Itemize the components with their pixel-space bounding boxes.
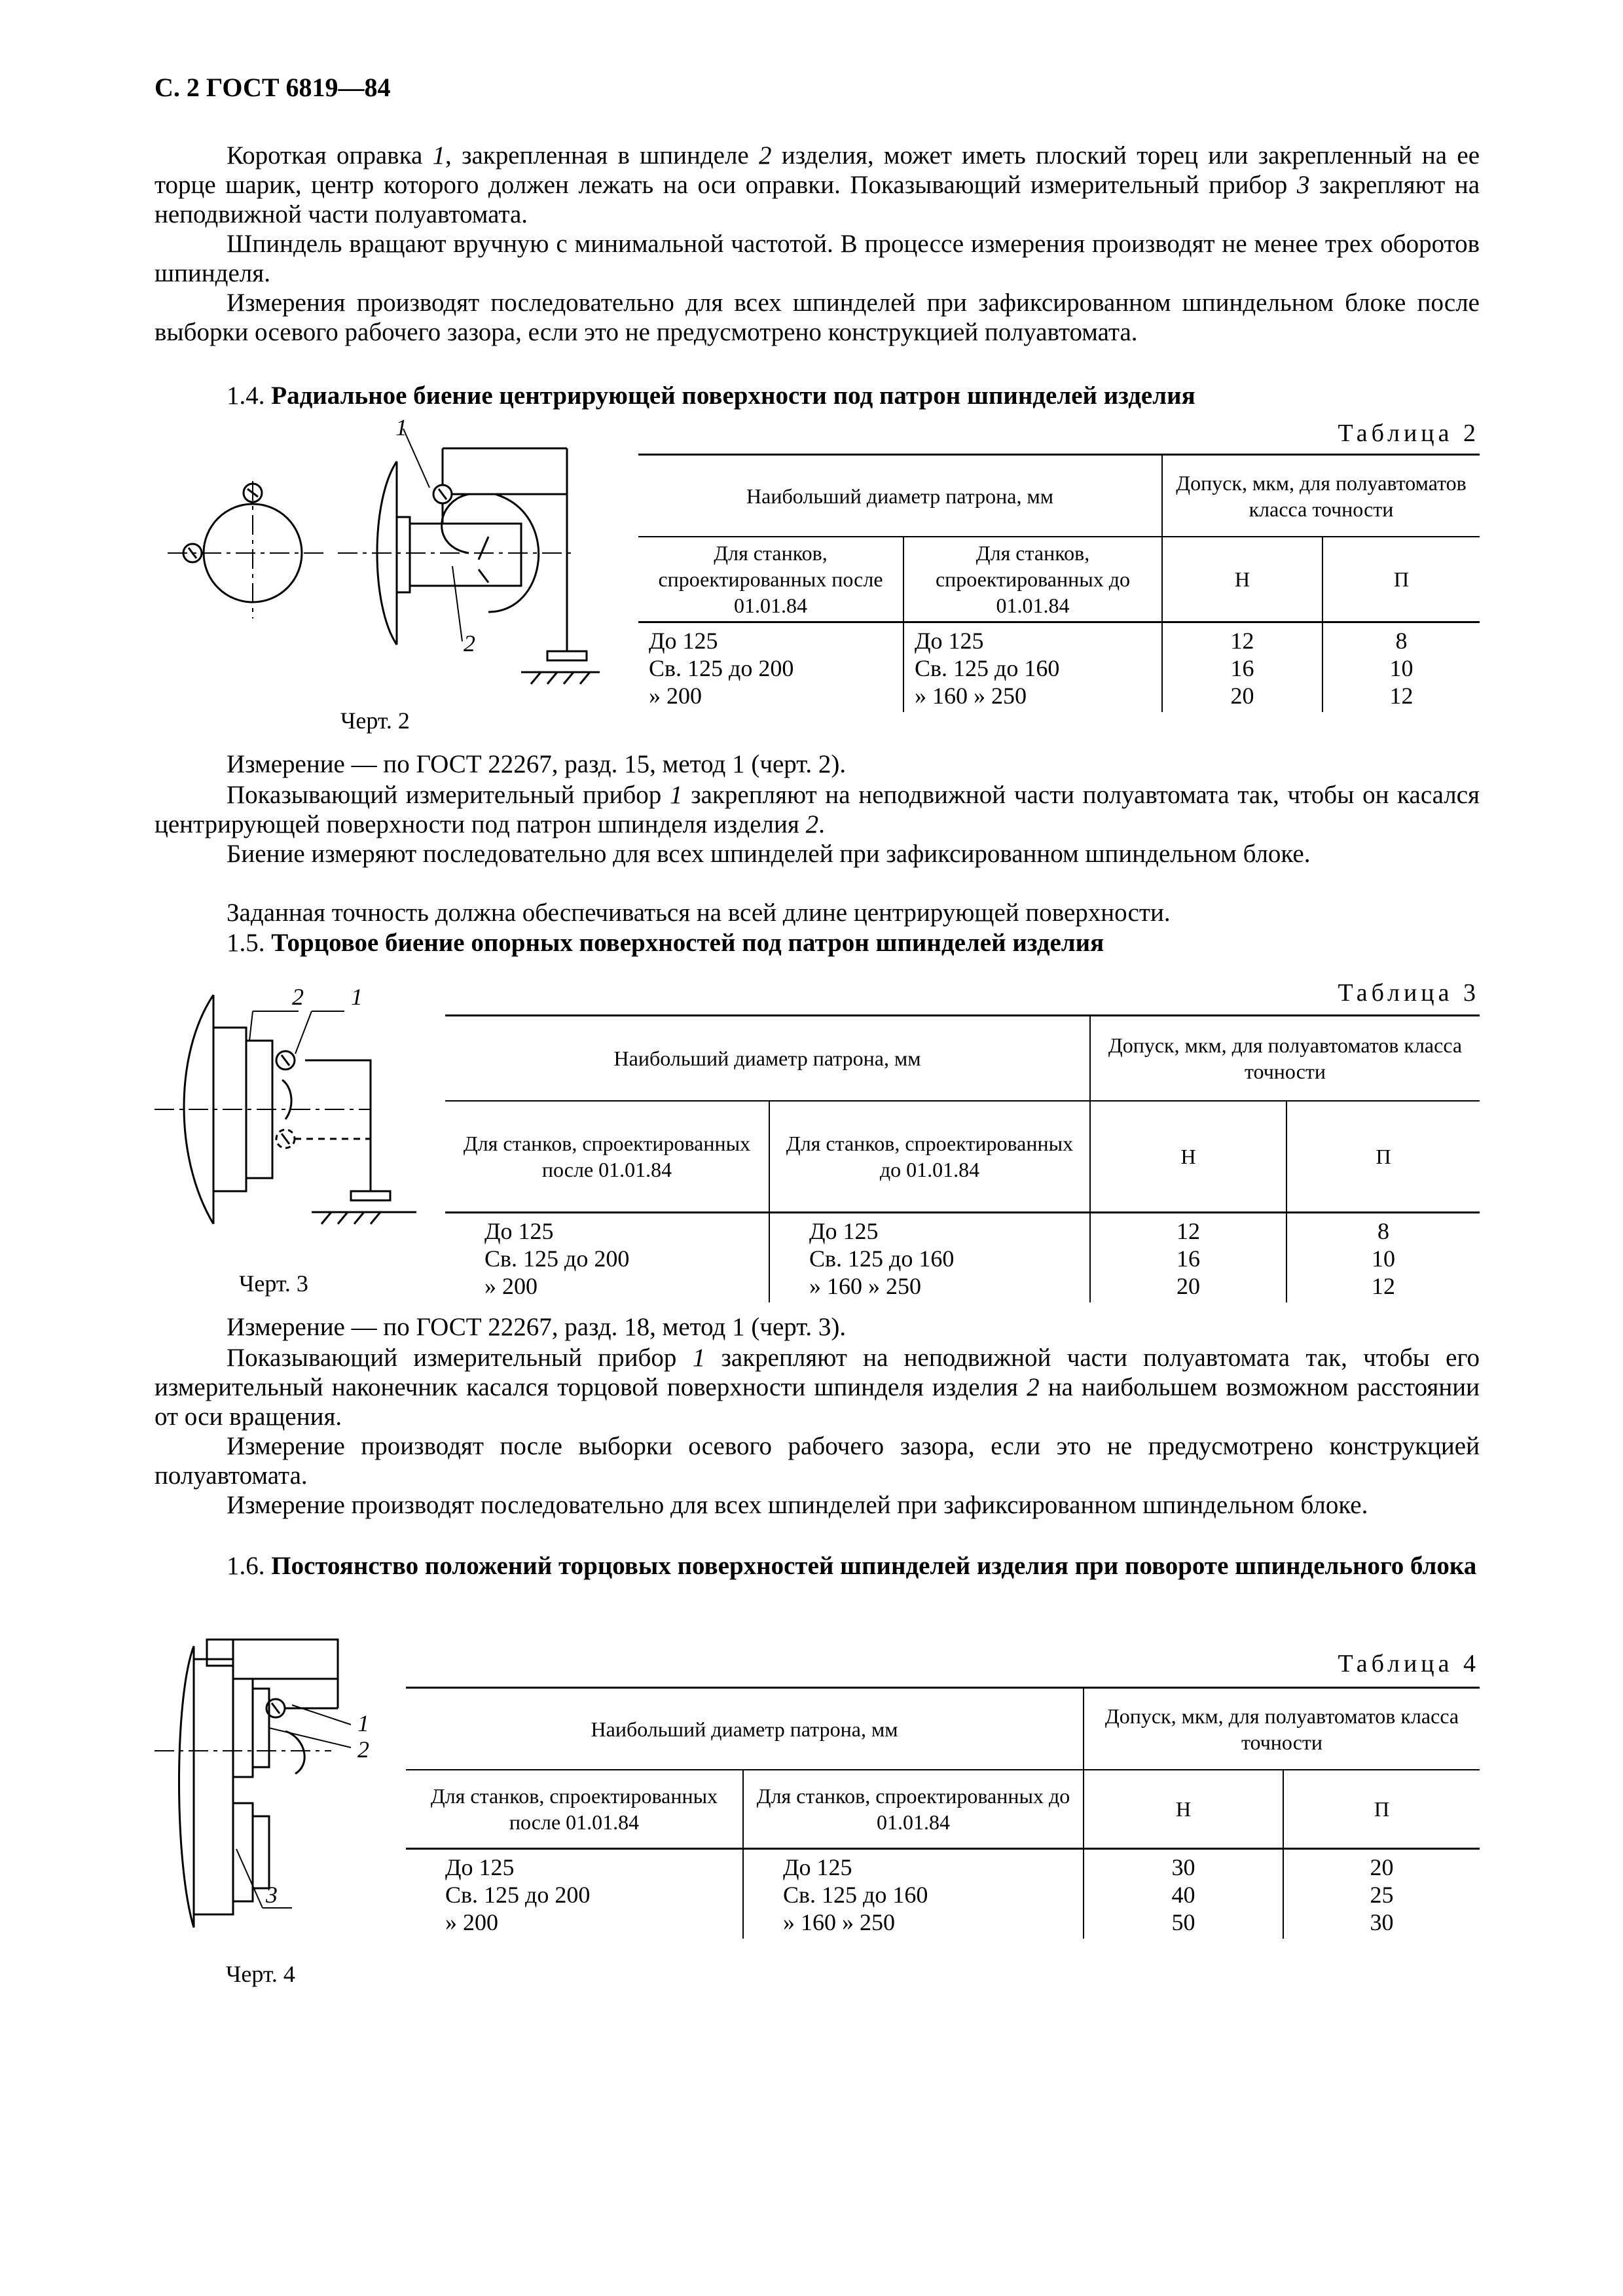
figure-2-caption: Черт. 2 — [340, 708, 410, 734]
figure-3-label-1: 1 — [351, 984, 363, 1010]
page-header: С. 2 ГОСТ 6819—84 — [155, 73, 391, 102]
s15-paragraph-2: Показывающий измерительный прибор 1 закрепляют на неподвижной части полуавтомата так, чтобы его измерительный наконечник касался торцовой поверхности шпинделя изделия 2 на наибольшем возможном расстоянии от оси вращения. — [155, 1344, 1480, 1431]
table-2-header-before: Для станков, спроектированных до 01.01.84 — [903, 537, 1162, 622]
table-3-col-after: До 125 Св. 125 до 200 » 200 — [445, 1213, 769, 1303]
s14-paragraph-3: Биение измеряют последовательно для всех шпинделей при зафиксированном шпиндельном блоке. — [227, 840, 1311, 868]
table-2 — [638, 454, 1480, 712]
figure-3-label-2: 2 — [292, 984, 304, 1010]
figure-3-caption: Черт. 3 — [239, 1270, 308, 1297]
table-4-col-n: 30 40 50 — [1084, 1849, 1283, 1939]
table-3 — [445, 1014, 1480, 1302]
table-4 — [406, 1687, 1480, 1939]
table-4-header-diameter: Наибольший диаметр патрона, мм — [406, 1688, 1084, 1770]
table-2-header-tolerance: Допуск, мкм, для полуавтоматов класса точности — [1162, 455, 1480, 537]
figure-4-caption: Черт. 4 — [226, 1961, 295, 1987]
table-2-header-after: Для станков, спроектированных после 01.01.84 — [638, 537, 903, 622]
table-4-header-after: Для станков, спроектированных после 01.01.84 — [406, 1770, 743, 1849]
table-3-col-p: 8 10 12 — [1372, 1218, 1395, 1299]
s15-paragraph-4: Измерение производят последовательно для всех шпинделей при зафиксированном шпиндельном блоке. — [227, 1491, 1368, 1519]
table-3-header-diameter: Наибольший диаметр патрона, мм — [445, 1016, 1090, 1102]
s15-paragraph-1: Измерение — по ГОСТ 22267, разд. 18, метод 1 (черт. 3). — [227, 1313, 847, 1341]
s14-paragraph-2: Показывающий измерительный прибор 1 закрепляют на неподвижной части полуавтомата так, чтобы он касался центрирующей поверхности под патрон шпинделя изделия 2. — [155, 781, 1480, 838]
table-2-col-before: До 125 Св. 125 до 160 » 160 » 250 — [903, 622, 1162, 713]
table-2-col-after: До 125 Св. 125 до 200 » 200 — [638, 622, 903, 713]
table-2-header-p: П — [1322, 537, 1480, 622]
section-1-4-heading: 1.4. Радиальное биение центрирующей поверхности под патрон шпинделей изделия — [227, 382, 1195, 410]
figure-4-label-1: 1 — [357, 1710, 369, 1736]
intro-paragraph-3: Измерения производят последовательно для всех шпинделей при зафиксированном шпиндельном блоке после выборки осевого рабочего зазора, если это не предусмотрено конструкцией полуавтомата. — [155, 289, 1480, 346]
intro-paragraph-1: Короткая оправка 1, закрепленная в шпинделе 2 изделия, может иметь плоский торец или закрепленный на ее торце шарик, центр которого должен лежать на оси оправки. Показывающий измерительный прибор 3 закрепляют на неподвижной части полуавтомата. — [155, 141, 1480, 228]
table-3-col-before: До 125 Св. 125 до 160 » 160 » 250 — [769, 1213, 1090, 1303]
table-2-header-n: Н — [1162, 537, 1322, 622]
table-3-col-n: 12 16 20 — [1090, 1213, 1286, 1303]
figure-4-diagram — [155, 1633, 403, 1941]
section-1-5-heading: 1.5. Торцовое биение опорных поверхностей под патрон шпинделей изделия — [227, 929, 1104, 957]
table-4-col-p: 20 25 30 — [1370, 1854, 1394, 1935]
table-3-header-after: Для станков, спроектированных после 01.01.84 — [445, 1101, 769, 1213]
table-3-caption: Таблица 3 — [1338, 979, 1480, 1007]
figure-2-label-1: 1 — [395, 416, 407, 440]
table-4-col-before: До 125 Св. 125 до 160 » 160 » 250 — [743, 1849, 1084, 1939]
intro-paragraph-2: Шпиндель вращают вручную с минимальной частотой. В процессе измерения производят не менее трех оборотов шпинделя. — [155, 230, 1480, 287]
figure-4-label-3: 3 — [266, 1882, 278, 1908]
table-3-header-before: Для станков, спроектированных до 01.01.84 — [769, 1101, 1090, 1213]
table-2-header-diameter: Наибольший диаметр патрона, мм — [638, 455, 1162, 537]
table-3-header-p: П — [1286, 1101, 1480, 1213]
table-3-header-tolerance: Допуск, мкм, для полуавтоматов класса точности — [1090, 1016, 1480, 1102]
figure-4-label-2: 2 — [357, 1736, 369, 1763]
table-4-header-p: П — [1283, 1770, 1480, 1849]
table-4-header-tolerance: Допуск, мкм, для полуавтоматов класса точности — [1084, 1688, 1480, 1770]
section-1-6-heading: 1.6. Постоянство положений торцовых поверхностей шпинделей изделия при повороте шпиндельного блока — [227, 1552, 1477, 1580]
table-2-col-n: 12 16 20 — [1162, 622, 1322, 713]
table-4-header-n: Н — [1084, 1770, 1283, 1849]
s14-paragraph-1: Измерение — по ГОСТ 22267, разд. 15, метод 1 (черт. 2). — [227, 750, 847, 778]
table-4-col-after: До 125 Св. 125 до 200 » 200 — [406, 1849, 743, 1939]
table-2-caption: Таблица 2 — [1338, 420, 1480, 447]
table-3-header-n: Н — [1090, 1101, 1286, 1213]
figure-3-diagram — [155, 975, 429, 1250]
table-4-caption: Таблица 4 — [1338, 1650, 1480, 1677]
table-2-col-p: 8 10 12 — [1389, 628, 1413, 709]
figure-2-diagram — [155, 416, 600, 691]
table-4-header-before: Для станков, спроектированных до 01.01.84 — [743, 1770, 1084, 1849]
figure-2-label-2: 2 — [464, 630, 475, 656]
s14-paragraph-4: Заданная точность должна обеспечиваться на всей длине центрирующей поверхности. — [227, 899, 1171, 927]
s15-paragraph-3: Измерение производят после выборки осевого рабочего зазора, если это не предусмотрено конструкцией полуавтомата. — [155, 1432, 1480, 1490]
